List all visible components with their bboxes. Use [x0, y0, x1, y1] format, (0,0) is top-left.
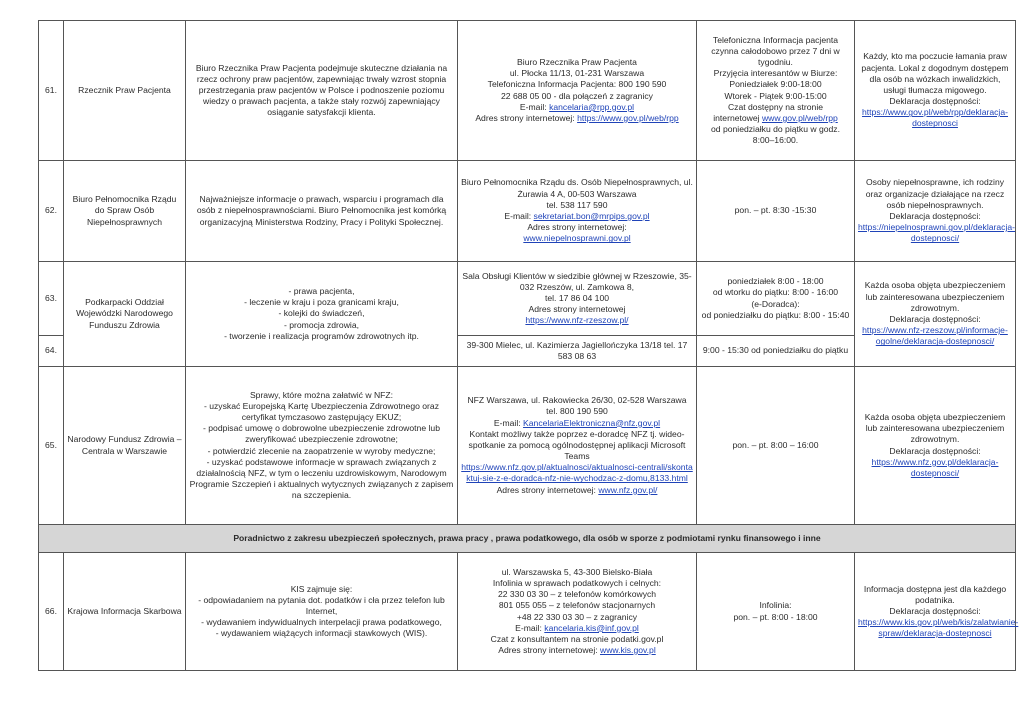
- section-header: Poradnictwo z zakresu ubezpieczeń społecznych, prawa pracy , prawa podatkowego, dla osób w sporze z podmiotami rynku finansowego i inne: [39, 525, 1016, 553]
- hours-line: Czat dostępny na stronie: [727, 101, 824, 112]
- hours-line: poniedziałek 8:00 - 18:00: [727, 276, 824, 287]
- institution-name: Podkarpacki Oddział Wojewódzki Narodowego Funduszu Zdrowia: [64, 262, 186, 367]
- hours-line: Infolinia:: [759, 600, 792, 611]
- table-row: [39, 161, 1016, 262]
- audience-text: Każda osoba objęta ubezpieczeniem lub zainteresowana ubezpieczeniem zdrowotnym.: [864, 411, 1006, 445]
- hours-line: od poniedziałku do piątku w godz. 8:00–16:00.: [711, 124, 840, 146]
- contact-line: Czat z konsultantem na stronie podatki.gov.pl: [490, 633, 664, 644]
- email-label: E-mail:: [519, 101, 550, 112]
- hours-cell: pon. – pt. 8:30 -15:30: [697, 161, 855, 262]
- chat-link[interactable]: www.gov.pl/web/rpp: [761, 112, 838, 123]
- declaration-link[interactable]: https://www.gov.pl/web/rpp/deklaracja-dostepnosci: [861, 107, 1008, 129]
- contact-line: ul. Płocka 11/13, 01-231 Warszawa: [509, 68, 645, 79]
- audience-cell: [855, 367, 1016, 525]
- description-line: - prawa pacjenta,: [288, 286, 355, 297]
- description-line: - uzyskać Europejską Kartę Ubezpieczenia Zdrowotnego oraz certyfikat tymczasowo zastępujący EKUZ;: [203, 400, 439, 422]
- website-label: Adres strony internetowej:: [496, 484, 599, 495]
- declaration-link[interactable]: https://niepelnosprawni.gov.pl/deklaracja-dostepnosci/: [858, 222, 1016, 244]
- audience-text: Każdy, kto ma poczucie łamania praw pacjenta. Lokal z dogodnym dostępem dla osób na wózkach inwalidzkich, usługi tłumacza migowego.: [861, 51, 1009, 95]
- description-line: - leczenie w kraju i poza granicami kraju,: [244, 297, 399, 308]
- contact-line: Sala Obsługi Klientów w siedzibie głównej w Rzeszowie, 35-032 Rzeszów, ul. Zamkowa 8,: [462, 270, 692, 292]
- declaration-label: Deklaracja dostępności:: [889, 445, 981, 456]
- website-link[interactable]: www.nfz.gov.pl/: [598, 484, 658, 495]
- declaration-link[interactable]: https://www.kis.gov.pl/web/kis/zalatwianie-spraw/deklaracja-dostepnosci: [858, 617, 1019, 639]
- contact-cell: [458, 21, 697, 161]
- description-line: - potwierdzić zlecenie na zaopatrzenie w wyroby medyczne;: [207, 445, 436, 456]
- table-row: [39, 21, 1016, 161]
- contact-line: Biuro Rzecznika Praw Pacjenta: [517, 56, 637, 67]
- email-label: E-mail:: [515, 622, 545, 633]
- email-link[interactable]: kancelaria.kis@inf.gov.pl: [544, 622, 639, 633]
- declaration-label: Deklaracja dostępności:: [889, 605, 981, 616]
- email-link[interactable]: KancelariaElektroniczna@nfz.gov.pl: [523, 417, 661, 428]
- hours-cell: pon. – pt. 8:00 – 16:00: [697, 367, 855, 525]
- hours-line: od poniedziałku do piątku: 8:00 - 15:40: [701, 309, 850, 320]
- email-link[interactable]: kancelaria@rpp.gov.pl: [549, 101, 635, 112]
- table-row: [39, 367, 1016, 525]
- email-link[interactable]: sekretariat.bon@mrpips.gov.pl: [533, 211, 650, 221]
- contact-cell: [458, 161, 697, 262]
- email-label: E-mail:: [504, 211, 534, 221]
- contact-cell: [458, 367, 697, 525]
- contact-line: +48 22 330 03 30 – z zagranicy: [516, 611, 638, 622]
- hours-line: internetowej: [713, 112, 762, 123]
- institution-description: Najważniejsze informacje o prawach, wsparciu i programach dla osób z niepełnosprawnościami. Biuro Pełnomocnika jest komórką organizacyjną Ministerstwa Rodziny, Pracy i Polityki Społecznej.: [186, 161, 458, 262]
- contact-line: Adres strony internetowej: [528, 304, 626, 315]
- institutions-table: [38, 20, 1019, 671]
- description-line: - uzyskać podstawowe informacje w sprawach związanych z działalnością NFZ, w tym o leczeniu uzdrowiskowym, Narodowym Programie Szczepień i aktualnych wytycznych związanych z zapisem na szczepienia.: [189, 456, 454, 501]
- hours-line: (e-Doradca):: [751, 298, 800, 309]
- contact-line: tel. 538 117 590: [546, 199, 608, 210]
- website-label: Adres strony internetowej:: [498, 645, 601, 656]
- row-number: 63.: [39, 262, 64, 336]
- description-line: - wydawaniem wiążących informacji stawkowych (WIS).: [215, 628, 428, 639]
- contact-line: Biuro Pełnomocnika Rządu ds. Osób Niepełnosprawnych, ul. Żurawia 4 A, 00-503 Warszawa: [461, 177, 693, 199]
- contact-line: tel. 17 86 04 100: [544, 292, 610, 303]
- row-number: 61.: [39, 21, 64, 161]
- row-number: 65.: [39, 367, 64, 525]
- contact-cell: 39-300 Mielec, ul. Kazimierza Jagiellończyka 13/18 tel. 17 583 08 63: [458, 336, 697, 367]
- website-link[interactable]: www.kis.gov.pl: [600, 645, 656, 656]
- website-label: Adres strony internetowej:: [527, 222, 627, 233]
- contact-line: 22 330 03 30 – z telefonów komórkowych: [497, 589, 657, 600]
- table-row: [39, 262, 1016, 336]
- hours-line: Poniedziałek 9:00-18:00: [729, 79, 822, 90]
- section-row: [39, 525, 1016, 553]
- website-link[interactable]: https://www.gov.pl/web/rpp: [577, 112, 679, 123]
- audience-cell: [855, 21, 1016, 161]
- hours-line: Wtorek - Piątek 9:00-15:00: [724, 90, 827, 101]
- hours-line: Przyjęcia interesantów w Biurze:: [713, 68, 838, 79]
- declaration-link[interactable]: https://www.nfz-rzeszow.pl/informacje-ogolne/deklaracja-dostepnosci/: [862, 325, 1008, 347]
- audience-text: Osoby niepełnosprawne, ich rodziny oraz organizacje działające na rzecz osób niepełnosprawnych.: [865, 177, 1005, 210]
- hours-cell: [697, 21, 855, 161]
- hours-line: Telefoniczna Informacja pacjenta czynna całodobowo przez 7 dni w tygodniu.: [711, 34, 840, 67]
- description-line: - wydawaniem indywidualnych interpelacji prawa podatkowego,: [201, 617, 442, 628]
- declaration-label: Deklaracja dostępności:: [889, 211, 981, 221]
- description-line: - tworzenie i realizacja programów zdrowotnych itp.: [224, 330, 419, 341]
- institution-name: Rzecznik Praw Pacjenta: [64, 21, 186, 161]
- hours-cell: [697, 262, 855, 336]
- hours-line: od wtorku do piątku: 8:00 - 16:00: [712, 287, 839, 298]
- description-line: - promocja zdrowia,: [284, 319, 359, 330]
- description-line: - kolejki do świadczeń,: [278, 308, 365, 319]
- audience-text: Informacja dostępna jest dla każdego podatnika.: [863, 583, 1007, 605]
- institution-description: Biuro Rzecznika Praw Pacjenta podejmuje skuteczne działania na rzecz ochrony praw pacjentów, zapewniając trwały wzrost stopnia przestrzegania praw pacjentów w Polsce i podnoszenie poziomu wiedzy o prawach pacjenta, a także stały rozwój zapewniający osiąganie satysfakcji klienta.: [186, 21, 458, 161]
- contact-line: 22 688 05 00 - dla połączeń z zagranicy: [501, 90, 653, 101]
- institution-description: [186, 553, 458, 671]
- institution-name: Narodowy Fundusz Zdrowia – Centrala w Warszawie: [64, 367, 186, 525]
- hours-cell: 9:00 - 15:30 od poniedziałku do piątku: [697, 336, 855, 367]
- audience-cell: [855, 553, 1019, 671]
- institution-description: [186, 262, 458, 367]
- contact-line: Kontakt możliwy także poprzez e-doradcę NFZ tj. wideo-spotkanie za pomocą ogólnodostępnej aplikacji Microsoft Teams: [468, 428, 686, 462]
- contact-line: Infolinia w sprawach podatkowych i celnych:: [492, 577, 662, 588]
- audience-text: Każda osoba objęta ubezpieczeniem lub zainteresowana ubezpieczeniem zdrowotnym.: [864, 280, 1006, 313]
- website-link[interactable]: www.niepelnosprawni.gov.pl: [523, 233, 631, 244]
- institution-name: Krajowa Informacja Skarbowa: [64, 553, 186, 671]
- description-line: - odpowiadaniem na pytania dot. podatków i cła przez telefon lub Internet,: [198, 594, 445, 616]
- declaration-link[interactable]: https://www.nfz.gov.pl/deklaracja-dostepnosci/: [871, 456, 999, 478]
- contact-line: NFZ Warszawa, ul. Rakowiecka 26/30, 02-528 Warszawa: [467, 395, 687, 406]
- hours-line: pon. – pt. 8:00 - 18:00: [733, 611, 818, 622]
- email-label: E-mail:: [493, 417, 524, 428]
- contact-line: ul. Warszawska 5, 43-300 Bielsko-Biała: [501, 566, 653, 577]
- institution-name: Biuro Pełnomocnika Rządu do Spraw Osób Niepełnosprawnych: [64, 161, 186, 262]
- audience-cell: [855, 161, 1016, 262]
- description-line: Sprawy, które można załatwić w NFZ:: [249, 389, 394, 400]
- website-label: Adres strony internetowej:: [475, 112, 578, 123]
- audience-cell: [855, 262, 1016, 367]
- contact-line: tel. 800 190 590: [546, 406, 608, 417]
- row-number: 62.: [39, 161, 64, 262]
- declaration-label: Deklaracja dostępności:: [889, 314, 981, 324]
- declaration-label: Deklaracja dostępności:: [889, 96, 981, 107]
- description-line: KIS zajmuje się:: [290, 583, 353, 594]
- contact-line: Telefoniczna Informacja Pacjenta: 800 190 590: [487, 79, 667, 90]
- institution-description: [186, 367, 458, 525]
- row-number: 66.: [39, 553, 64, 671]
- table-row: [39, 553, 1016, 671]
- row-number: 64.: [39, 336, 64, 367]
- website-link[interactable]: https://www.nfz-rzeszow.pl/: [525, 315, 629, 326]
- contact-cell: [458, 553, 697, 671]
- description-line: - podpisać umowę o dobrowolne ubezpieczenie zdrowotne lub zweryfikować ubezpieczenie zdrowotne;: [203, 423, 440, 445]
- hours-cell: [697, 553, 855, 671]
- contact-cell: [458, 262, 697, 336]
- e-doradca-link[interactable]: https://www.nfz.gov.pl/aktualnosci/aktualnosci-centrali/skontaktuj-sie-z-e-doradca-nfz-nie-wychodzac-z-domu,8133.html: [461, 462, 693, 484]
- contact-line: 801 055 055 – z telefonów stacjonarnych: [498, 600, 656, 611]
